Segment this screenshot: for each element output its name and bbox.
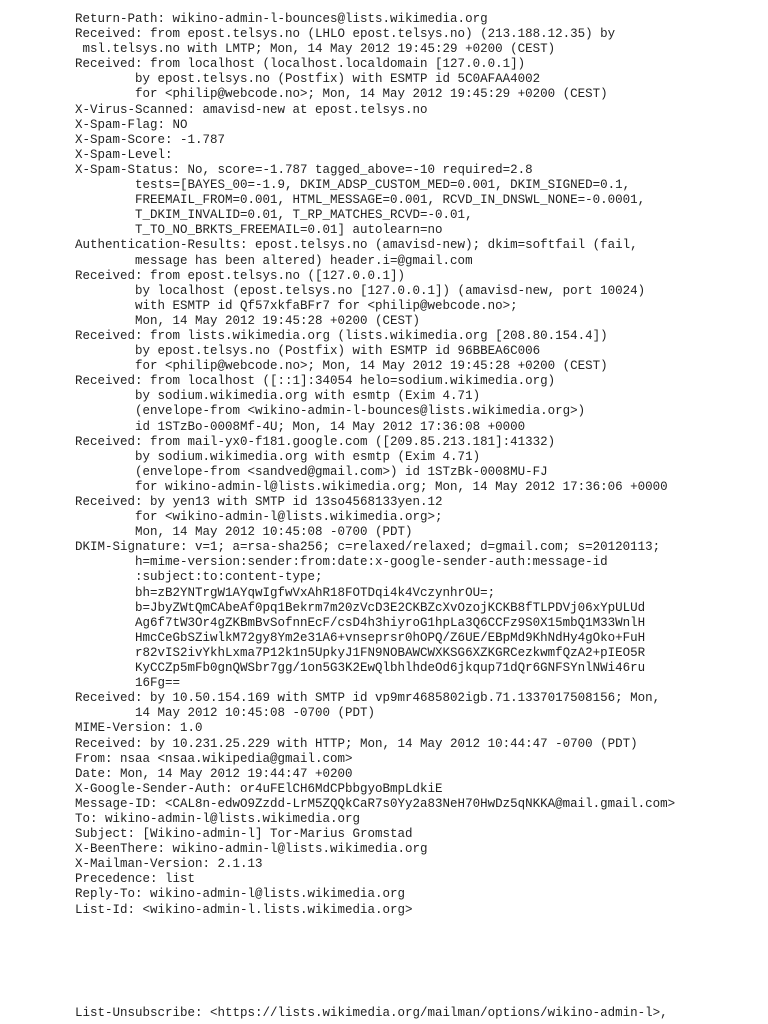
header-line: X-Mailman-Version: 2.1.13: [75, 857, 263, 872]
header-line: bh=zB2YNTrgW1AYqwIgfwVxAhR18FOTDqi4k4VczynhrOU=;: [75, 585, 496, 600]
header-line: by sodium.wikimedia.org with esmtp (Exim 4.71): [75, 449, 481, 464]
header-line: by localhost (epost.telsys.no [127.0.0.1]) (amavisd-new, port 10024): [75, 283, 646, 298]
header-line: X-Virus-Scanned: amavisd-new at epost.telsys.no: [75, 102, 428, 117]
header-line: Authentication-Results: epost.telsys.no (amavisd-new); dkim=softfail (fail,: [75, 238, 638, 253]
header-line: 14 May 2012 10:45:08 -0700 (PDT): [75, 706, 376, 721]
header-line: Received: from lists.wikimedia.org (lists.wikimedia.org [208.80.154.4]): [75, 328, 608, 343]
header-line: tests=[BAYES_00=-1.9, DKIM_ADSP_CUSTOM_MED=0.001, DKIM_SIGNED=0.1,: [75, 178, 631, 193]
header-line: by epost.telsys.no (Postfix) with ESMTP id 5C0AFAA4002: [75, 72, 541, 87]
header-line: Received: from epost.telsys.no (LHLO epost.telsys.no) (213.188.12.35) by: [75, 27, 616, 42]
header-line: Precedence: list: [75, 872, 196, 887]
header-line: X-Spam-Flag: NO: [75, 117, 188, 132]
header-line: X-Spam-Level:: [75, 147, 173, 162]
header-line: Message-ID: <CAL8n-edwO9Zzdd-LrM5ZQQkCaR7s0Yy2a83NeH70HwDz5qNKKA@mail.gmail.com>: [75, 796, 676, 811]
header-line: by epost.telsys.no (Postfix) with ESMTP id 96BBEA6C006: [75, 344, 541, 359]
header-line: b=JbyZWtQmCAbeAf0pq1Bekrm7m20zVcD3E2CKBZcXvOzojKCKB8fTLPDVj06xYpULUd: [75, 600, 646, 615]
header-line: for <philip@webcode.no>; Mon, 14 May 2012 19:45:28 +0200 (CEST): [75, 359, 608, 374]
header-line: msl.telsys.no with LMTP; Mon, 14 May 2012 19:45:29 +0200 (CEST): [75, 42, 556, 57]
header-line: Received: from epost.telsys.no ([127.0.0.1]): [75, 268, 406, 283]
header-line: Received: from localhost (localhost.localdomain [127.0.0.1]): [75, 57, 526, 72]
header-line: KyCCZp5mFb0gnQWSbr7gg/1on5G3K2EwQlbhlhdeOd6jkqup71dQr6GNFSYnlNWi46ru: [75, 661, 646, 676]
header-line: Received: by 10.50.154.169 with SMTP id vp9mr4685802igb.71.1337017508156; Mon,: [75, 691, 661, 706]
header-line: From: nsaa <nsaa.wikipedia@gmail.com>: [75, 751, 353, 766]
header-line: X-Google-Sender-Auth: or4uFElCH6MdCPbbgyoBmpLdkiE: [75, 781, 443, 796]
header-line: List-Id: <wikino-admin-l.lists.wikimedia.org>: [75, 902, 413, 917]
email-header-block: [75, 12, 675, 918]
header-line: MIME-Version: 1.0: [75, 721, 203, 736]
header-line: Received: from mail-yx0-f181.google.com ([209.85.213.181]:41332): [75, 434, 556, 449]
header-line: DKIM-Signature: v=1; a=rsa-sha256; c=relaxed/relaxed; d=gmail.com; s=20120113;: [75, 540, 661, 555]
header-line: Reply-To: wikino-admin-l@lists.wikimedia.org: [75, 887, 406, 902]
header-line: for <philip@webcode.no>; Mon, 14 May 2012 19:45:29 +0200 (CEST): [75, 87, 608, 102]
header-line: for wikino-admin-l@lists.wikimedia.org; Mon, 14 May 2012 17:36:06 +0000: [75, 479, 668, 494]
header-line: h=mime-version:sender:from:date:x-google-sender-auth:message-id: [75, 555, 608, 570]
header-line: FREEMAIL_FROM=0.001, HTML_MESSAGE=0.001, RCVD_IN_DNSWL_NONE=-0.0001,: [75, 193, 646, 208]
header-line: for <wikino-admin-l@lists.wikimedia.org>;: [75, 510, 443, 525]
header-line: Mon, 14 May 2012 10:45:08 -0700 (PDT): [75, 525, 413, 540]
header-line: T_DKIM_INVALID=0.01, T_RP_MATCHES_RCVD=-0.01,: [75, 208, 473, 223]
header-line: Received: by yen13 with SMTP id 13so4568133yen.12: [75, 495, 443, 509]
header-line: X-Spam-Status: No, score=-1.787 tagged_above=-10 required=2.8: [75, 162, 533, 177]
header-line: Return-Path: wikino-admin-l-bounces@lists.wikimedia.org: [75, 12, 488, 26]
header-line: X-BeenThere: wikino-admin-l@lists.wikimedia.org: [75, 842, 428, 857]
header-line: :subject:to:content-type;: [75, 570, 323, 585]
header-line: (envelope-from <sandved@gmail.com>) id 1STzBk-0008MU-FJ: [75, 464, 548, 479]
header-line: Received: by 10.231.25.229 with HTTP; Mon, 14 May 2012 10:44:47 -0700 (PDT): [75, 736, 638, 751]
header-line: with ESMTP id Qf57xkfaBFr7 for <philip@webcode.no>;: [75, 298, 518, 313]
header-line: message has been altered) header.i=@gmail.com: [75, 253, 473, 268]
header-line: HmcCeGbSZiwlkM72gy8Ym2e31A6+vnseprsr0hOPQ/Z6UE/EBpMd9KhNdHy4gOko+FuH: [75, 630, 646, 645]
header-line: X-Spam-Score: -1.787: [75, 132, 226, 147]
header-line: Mon, 14 May 2012 19:45:28 +0200 (CEST): [75, 313, 421, 328]
header-line: id 1STzBo-0008Mf-4U; Mon, 14 May 2012 17:36:08 +0000: [75, 419, 526, 434]
header-line: 16Fg==: [75, 676, 181, 691]
header-line: Ag6f7tW3Or4gZKBmBvSofnnEcF/csD4h3hiyroG1hpLa3Q6CCFz9S0X15mbQ1M33WnlH: [75, 615, 646, 630]
header-line: To: wikino-admin-l@lists.wikimedia.org: [75, 811, 361, 826]
header-line: T_TO_NO_BRKTS_FREEMAIL=0.01] autolearn=no: [75, 223, 443, 238]
header-line: Date: Mon, 14 May 2012 19:44:47 +0200: [75, 766, 353, 781]
list-unsubscribe-line: List-Unsubscribe: <https://lists.wikimedia.org/mailman/options/wikino-admin-l>,: [75, 1006, 668, 1020]
header-line: by sodium.wikimedia.org with esmtp (Exim 4.71): [75, 389, 481, 404]
header-line: Received: from localhost ([::1]:34054 helo=sodium.wikimedia.org): [75, 374, 556, 389]
header-line: Subject: [Wikino-admin-l] Tor-Marius Gromstad: [75, 827, 413, 842]
header-line: r82vIS2ivYkhLxma7P12k1n5UpkyJ1FN9NOBAWCWXKSG6XZKGRCezkwmfQzA2+pIEO5R: [75, 645, 646, 660]
header-line: (envelope-from <wikino-admin-l-bounces@lists.wikimedia.org>): [75, 404, 586, 419]
